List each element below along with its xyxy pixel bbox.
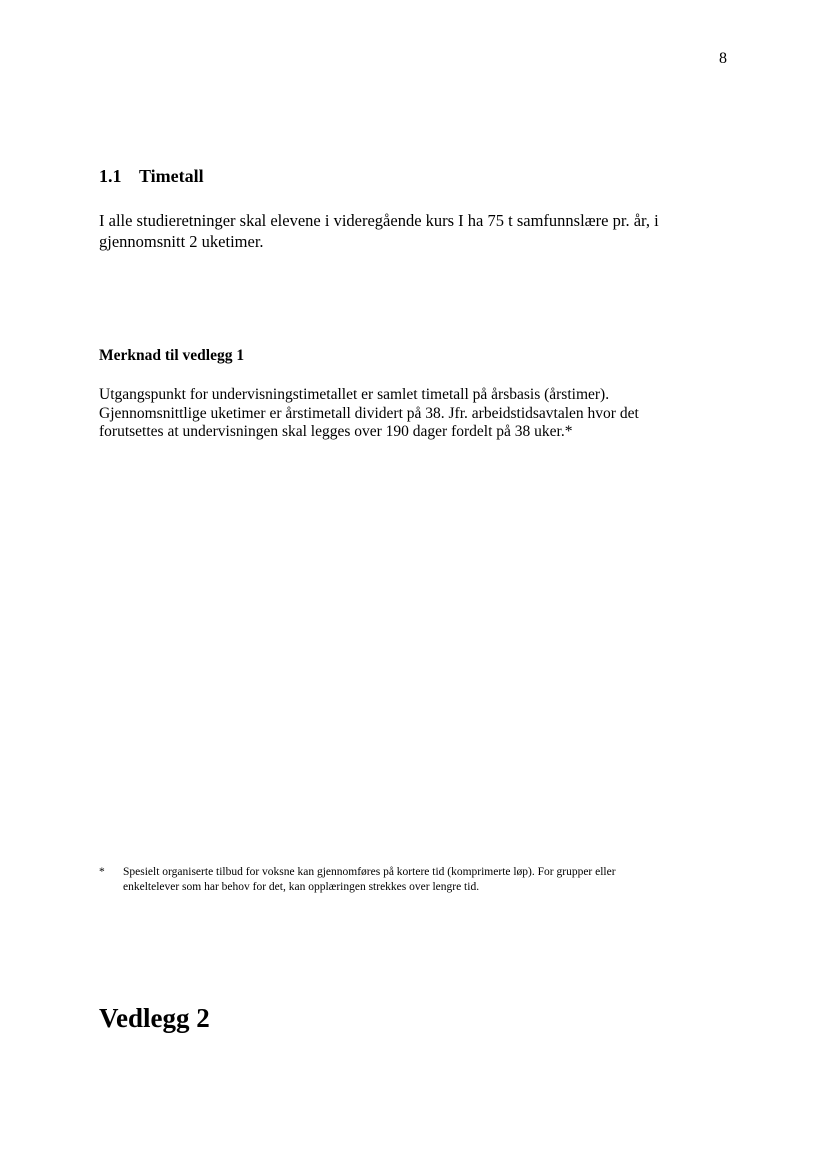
section-heading: [99, 166, 204, 187]
section-number: 1.1: [99, 166, 122, 186]
section-paragraph: I alle studieretninger skal elevene i videregående kurs I ha 75 t samfunnslære pr. år, i gjennomsnitt 2 uketimer.: [99, 211, 659, 251]
note-paragraph: [99, 386, 719, 442]
note-line: Utgangspunkt for undervisningstimetallet er samlet timetall på årsbasis (årstimer).: [99, 386, 610, 403]
note-line: Gjennomsnittlige uketimer er årstimetall dividert på 38. Jfr. arbeidstidsavtalen hvor det: [99, 404, 639, 422]
footnote-text: [123, 865, 703, 895]
page-number: 8: [719, 50, 727, 67]
footnote-line: enkeltelever som har behov for det, kan opplæringen strekkes over lengre tid.: [123, 881, 480, 893]
footnote-line: Spesielt organiserte tilbud for voksne kan gjennomføres på kortere tid (komprimerte løp). For grupper eller: [123, 866, 616, 878]
note-heading: Merknad til vedlegg 1: [99, 347, 245, 364]
note-line: forutsettes at undervisningen skal legges over 190 dager fordelt på 38 uker.*: [99, 423, 573, 440]
footnote-marker: *: [99, 866, 105, 878]
section-title: Timetall: [139, 166, 204, 186]
appendix-title: Vedlegg 2: [99, 1003, 210, 1033]
